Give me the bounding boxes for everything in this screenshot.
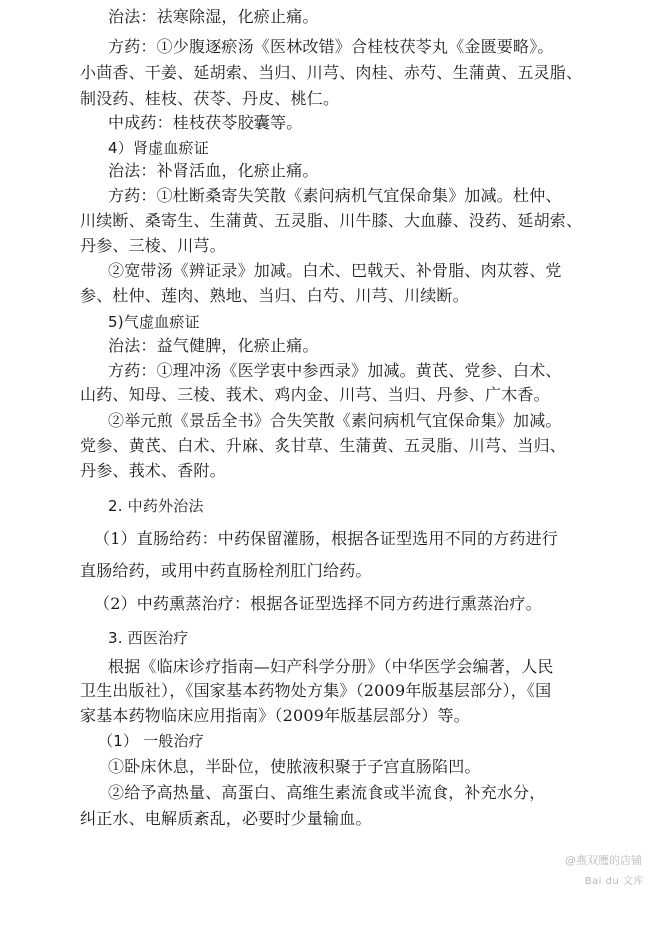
text-line: ①卧床休息，半卧位，使脓液积聚于子宫直肠陷凹。 — [108, 757, 481, 776]
text-line: 丹参、三棱、川芎。 — [80, 236, 226, 255]
text-line: 根据《临床诊疗指南—妇产科学分册》（中华医学会编著，人民 — [108, 657, 554, 676]
text-line: 方药：①少腹逐瘀汤《医林改错》合桂枝茯苓丸《金匮要略》。 — [108, 37, 554, 56]
text-line: ②举元煎《景岳全书》合失笑散《素问病机气宜保命集》加减。 — [108, 411, 562, 430]
text-line: 纠正水、电解质紊乱，必要时少量输血。 — [80, 809, 372, 828]
text-line: 中成药：桂枝茯苓胶囊等。 — [108, 113, 303, 132]
text-line: 山药、知母、三棱、莪术、鸡内金、川芎、当归、丹参、广木香。 — [80, 385, 550, 404]
section-heading: （1） 一般治疗 — [98, 732, 204, 750]
section-heading: 2. 中药外治法 — [108, 497, 204, 515]
text-line: 家基本药物临床应用指南》（2009年版基层部分）等。 — [80, 706, 470, 725]
text-line: ②给予高热量、高蛋白、高维生素流食或半流食，补充水分， — [108, 783, 546, 802]
store-watermark: @燕双鹰的店铺 — [565, 854, 642, 867]
section-heading: 5)气虚血瘀证 — [108, 313, 200, 331]
text-line: 方药：①杜断桑寄失笑散《素问病机气宜保命集》加减。杜仲、 — [108, 186, 562, 205]
text-line: 丹参、莪术、香附。 — [80, 461, 226, 480]
text-line: 治法：补肾活血，化瘀止痛。 — [108, 161, 319, 180]
text-line: （1）直肠给药：中药保留灌肠，根据各证型选用不同的方药进行 — [94, 529, 558, 548]
text-line: 参、杜仲、莲肉、熟地、当归、白芍、川芎、川续断。 — [80, 286, 469, 305]
text-line: 制没药、桂枝、茯苓、丹皮、桃仁。 — [80, 89, 340, 108]
text-line: 川续断、桑寄生、生蒲黄、五灵脂、川牛膝、大血藤、没药、延胡索、 — [80, 211, 583, 230]
text-line: 方药：①理冲汤《医学衷中参西录》加减。黄芪、党参、白术、 — [108, 361, 562, 380]
text-line: 小茴香、干姜、延胡索、当归、川芎、肉桂、赤芍、生蒲黄、五灵脂、 — [80, 63, 583, 82]
text-line: 卫生出版社），《国家基本药物处方集》（2009年版基层部分），《国 — [80, 681, 552, 700]
baidu-wenku-logo: Bai du 文库 — [584, 876, 644, 887]
text-line: （2）中药熏蒸治疗：根据各证型选择不同方药进行熏蒸治疗。 — [94, 594, 542, 613]
section-heading: 3. 西医治疗 — [108, 629, 189, 647]
text-line: 治法：益气健脾，化瘀止痛。 — [108, 336, 319, 355]
text-line: 直肠给药，或用中药直肠栓剂肛门给药。 — [80, 561, 372, 580]
text-line: ②宽带汤《辨证录》加减。白术、巴戟天、补骨脂、肉苁蓉、党 — [108, 261, 562, 280]
section-heading: 4）肾虚血瘀证 — [108, 139, 209, 157]
text-line: 治法：祛寒除湿，化瘀止痛。 — [108, 7, 319, 26]
text-line: 党参、黄芪、白术、升麻、炙甘草、生蒲黄、五灵脂、川芎、当归、 — [80, 436, 567, 455]
